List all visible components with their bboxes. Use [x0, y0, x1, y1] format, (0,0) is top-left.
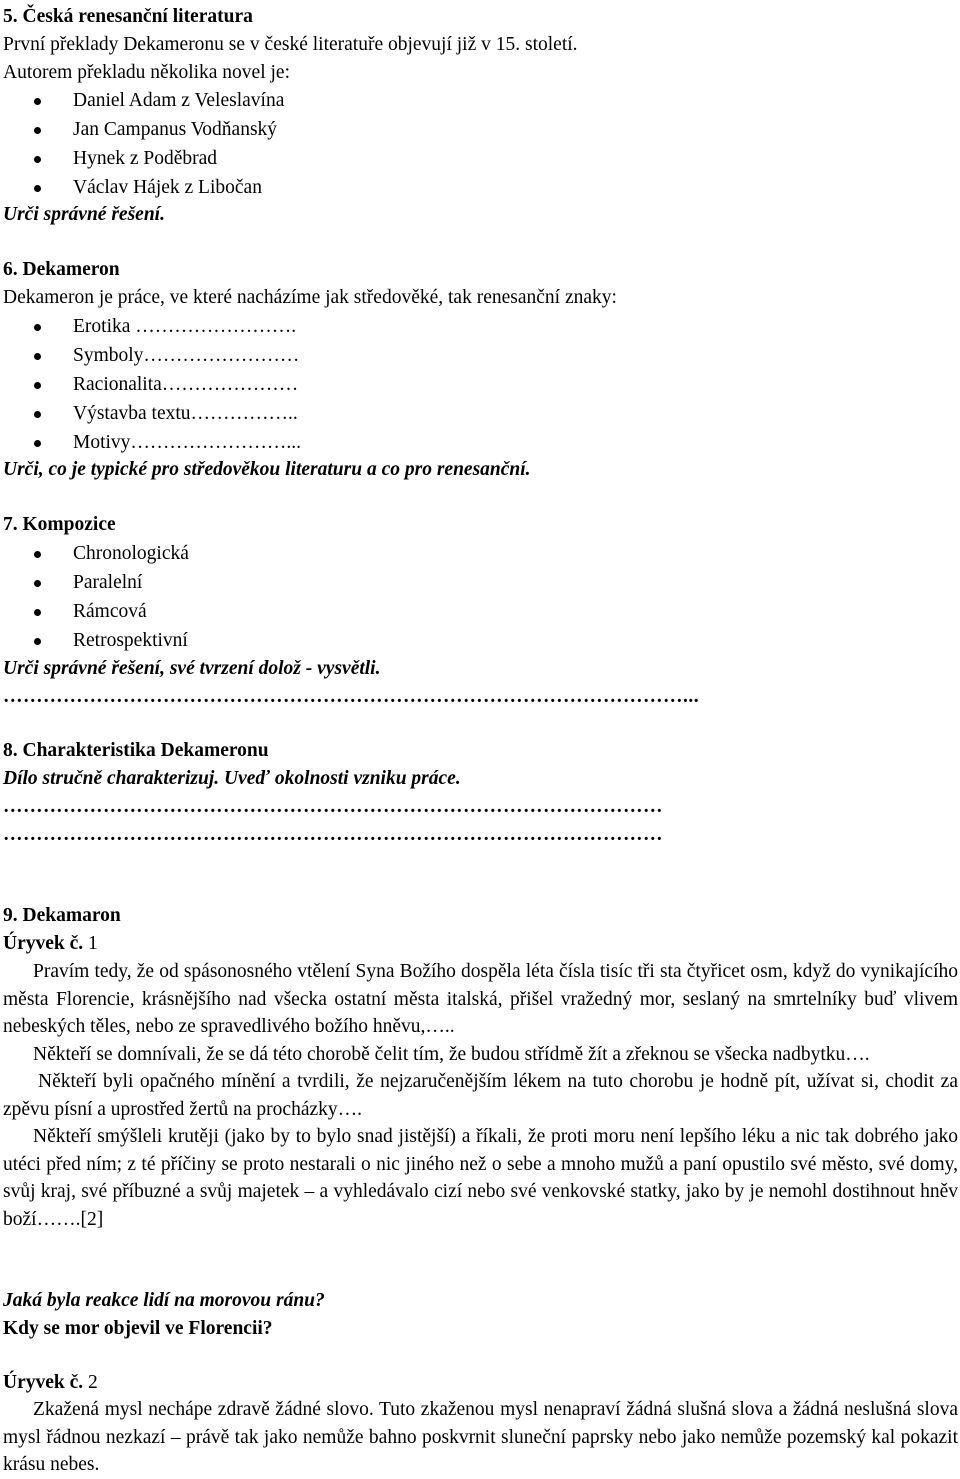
list-item: Symboly…………………… [0, 342, 600, 370]
bullet-icon [34, 185, 41, 192]
bullet-icon [34, 98, 41, 105]
bullet-icon [34, 324, 41, 331]
bullet-icon [34, 411, 41, 418]
section-6-heading: 6. Dekameron [3, 259, 120, 280]
bullet-icon [34, 638, 41, 645]
section-5-line-1: První překlady Dekameronu se v české literatuře objevují již v 15. století. [3, 34, 578, 55]
excerpt-paragraph: Někteří smýšleli krutěji (jako by to bylo snad jistější) a říkali, že proti moru není lepšího léku a nic tak dobrého jako utéci před ním; z té příčiny se proto nestarali o nic jiného než o sebe a mnoho mužů a paní opustilo své město, své domy, svůj kraj, své příbuzné a svůj majetek – a vyhledávalo cizí nebo své venkovské statky, jako by je nemohl dostihnout hněv boží…….[2] [3, 1126, 958, 1230]
bullet-icon [34, 156, 41, 163]
section-7-task: Urči správné řešení, své tvrzení dolož - vysvětli. [3, 658, 381, 679]
answer-line: ……………………………………………………………………………………… [3, 796, 663, 817]
section-9-heading: 9. Dekamaron [3, 905, 121, 926]
answer-line: …………………………………………………………………………………………... [3, 686, 700, 707]
list-item: Racionalita………………… [0, 371, 600, 399]
section-5-heading: 5. Česká renesanční literatura [3, 6, 253, 27]
list-item: Jan Campanus Vodňanský [0, 116, 600, 144]
section-5-line-2: Autorem překladu několika novel je: [3, 62, 290, 83]
bullet-icon [34, 353, 41, 360]
list-item: Erotika ……………………. [0, 313, 600, 341]
section-8-task: Dílo stručně charakterizuj. Uveď okolnosti vzniku práce. [3, 768, 461, 789]
excerpt-paragraph: Pravím tedy, že od spásonosného vtělení Syna Božího dospěla léta čísla tisíc tři sta čtyřicet osm, když do vynikajícího města Florencie, krásnějšího nad všecka ostatní města italská, přišel vražedný mor, seslaný na smrtelníky buď vlivem nebeských těles, nebo ze spravedlivého božího hněvu,….. [3, 961, 958, 1037]
list-item: Paralelní [0, 569, 600, 597]
answer-line: ……………………………………………………………………………………… [3, 824, 663, 845]
section-5-task: Urči správné řešení. [3, 204, 165, 225]
list-item: Motivy……………………... [0, 429, 600, 457]
question-2: Kdy se mor objevil ve Florencii? [3, 1318, 273, 1339]
section-7-heading: 7. Kompozice [3, 514, 116, 535]
question-1: Jaká byla reakce lidí na morovou ránu? [3, 1290, 325, 1311]
bullet-icon [34, 551, 41, 558]
section-6-task: Urči, co je typické pro středověkou literaturu a co pro renesanční. [3, 459, 531, 480]
list-item: Václav Hájek z Libočan [0, 174, 600, 202]
list-item: Výstavba textu…………….. [0, 400, 600, 428]
excerpt-paragraph: Někteří se domnívali, že se dá této chorobě čelit tím, že budou střídmě žít a zřeknou se všecka nadbytku…. [33, 1043, 870, 1065]
list-item: Hynek z Poděbrad [0, 145, 600, 173]
list-item: Daniel Adam z Veleslavína [0, 87, 600, 115]
bullet-icon [34, 440, 41, 447]
list-item: Retrospektivní [0, 627, 600, 655]
section-6-intro: Dekameron je práce, ve které nacházíme jak středověké, tak renesanční znaky: [3, 287, 617, 308]
bullet-icon [34, 382, 41, 389]
list-item: Chronologická [0, 540, 600, 568]
excerpt-2-text: Zkažená mysl nechápe zdravě žádné slovo. Tuto zkaženou mysl nenapraví žádná slušná slova a žádná neslušná slova mysl řádnou nezkazí – právě tak jako nemůže bahno poskvrnit sluneční paprsky nebo jako nemůže pozemský kal pokazit krásu nebes. [3, 1399, 958, 1475]
section-8-heading: 8. Charakteristika Dekameronu [3, 740, 269, 761]
excerpt-1-label: Úryvek č. 1 [3, 933, 98, 954]
bullet-icon [34, 127, 41, 134]
bullet-icon [34, 609, 41, 616]
bullet-icon [34, 580, 41, 587]
excerpt-paragraph: Někteří byli opačného mínění a tvrdili, že nejzaručenějším lékem na tuto chorobu je hodně pít, užívat si, chodit za zpěvu písní a uprostřed žertů na procházky…. [3, 1071, 958, 1120]
excerpt-2-label: Úryvek č. 2 [3, 1372, 98, 1393]
list-item: Rámcová [0, 598, 600, 626]
excerpt-1-text [3, 958, 958, 1233]
